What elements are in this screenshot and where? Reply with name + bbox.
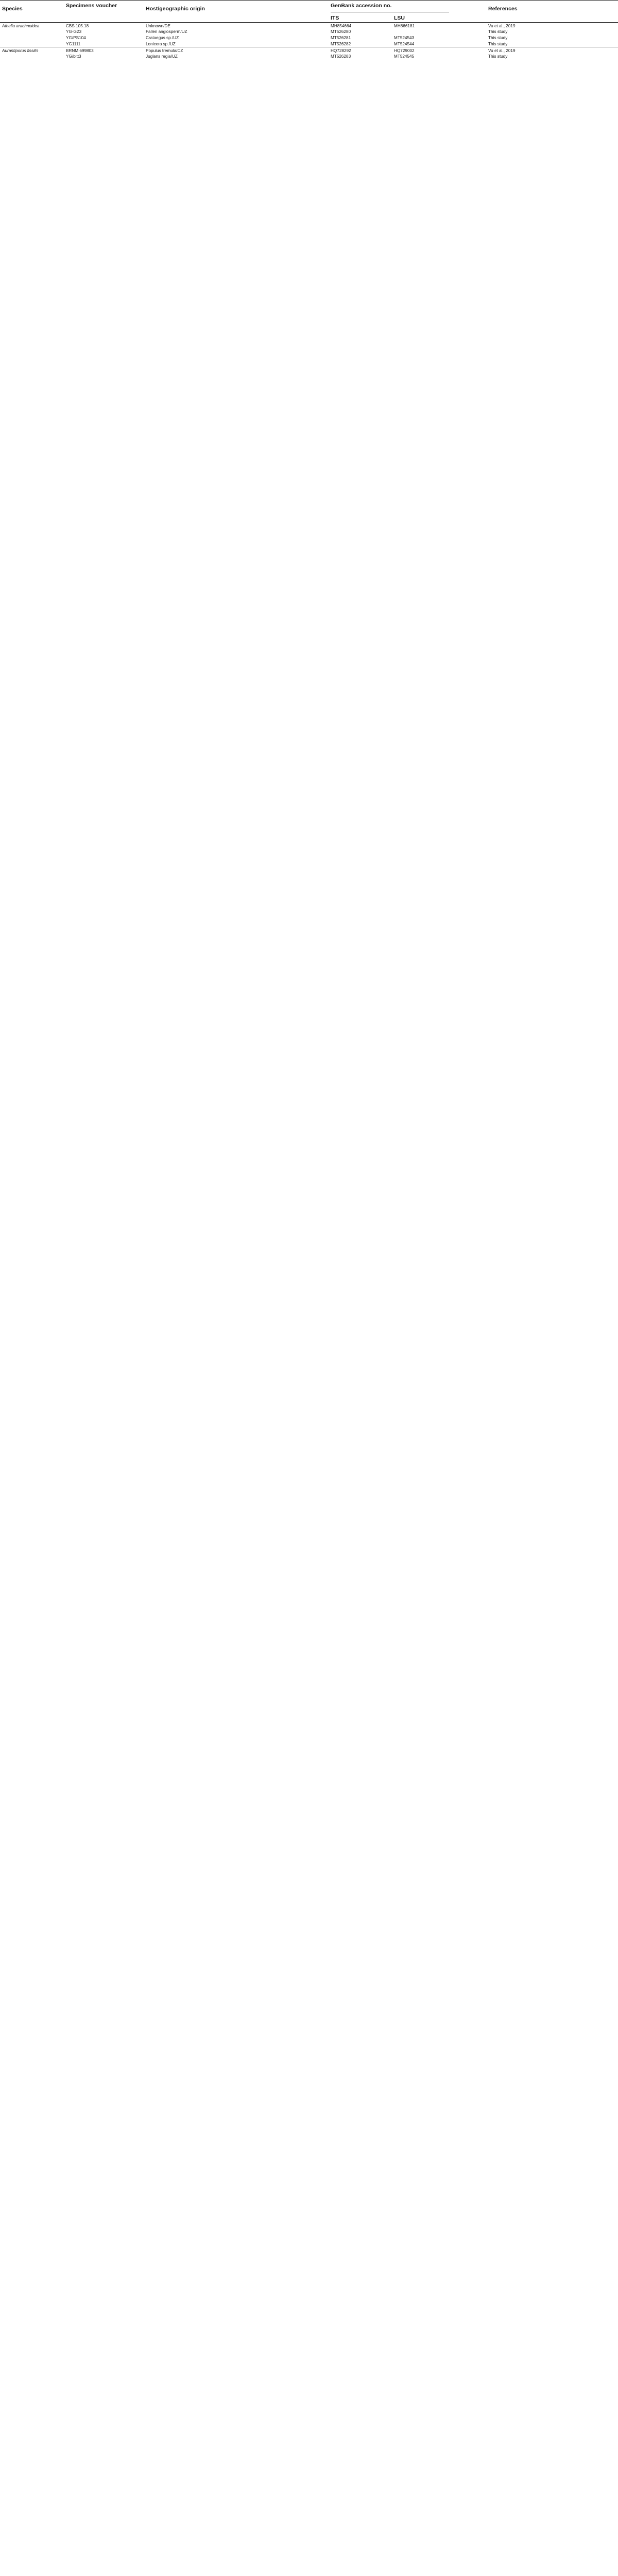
voucher-cell: YG/PS104 <box>66 36 86 41</box>
reference-cell: This study <box>488 54 508 59</box>
header-its: ITS <box>331 15 339 21</box>
host-cell: Unknown/DE <box>146 24 170 28</box>
reference-cell: This study <box>488 42 508 47</box>
voucher-cell: YG-G23 <box>66 29 82 35</box>
header-lsu: LSU <box>394 15 405 21</box>
voucher-cell: CBS 105.18 <box>66 24 89 28</box>
table-header <box>0 0 618 23</box>
its-accession-cell: MT526283 <box>331 54 351 59</box>
its-accession-cell: MT526280 <box>331 29 351 35</box>
header-host: Host/geographic origin <box>146 6 205 12</box>
voucher-cell: BRNM 699803 <box>66 48 94 54</box>
host-cell: Fallen angiosperm/UZ <box>146 29 187 35</box>
table-row <box>0 23 618 29</box>
its-accession-cell: HQ728292 <box>331 48 351 54</box>
header-species: Species <box>2 6 23 12</box>
table-row <box>0 47 618 54</box>
host-cell: Crataegus sp./UZ <box>146 36 179 41</box>
its-accession-cell: MT526281 <box>331 36 351 41</box>
reference-cell: This study <box>488 29 508 35</box>
header-voucher: Specimens voucher <box>66 3 117 9</box>
lsu-accession-cell: HQ729002 <box>394 48 415 54</box>
table-row <box>0 29 618 35</box>
reference-cell: Vu et al., 2019 <box>488 24 516 28</box>
reference-cell: This study <box>488 36 508 41</box>
table-body <box>0 23 618 60</box>
header-references: References <box>488 6 518 12</box>
reference-cell: Vu et al., 2019 <box>488 48 516 54</box>
voucher-cell: YG1111 <box>66 42 81 47</box>
table-row <box>0 41 618 47</box>
species-cell: Athelia arachnoidea <box>2 24 40 28</box>
lsu-accession-cell: MH866181 <box>394 24 415 28</box>
lsu-accession-cell: MT524545 <box>394 54 415 59</box>
host-cell: Juglans regia/UZ <box>146 54 178 59</box>
lsu-accession-cell: MT524543 <box>394 36 415 41</box>
host-cell: Populus tremula/CZ <box>146 48 183 54</box>
its-accession-cell: MH854664 <box>331 24 352 28</box>
voucher-cell: YG/bitt3 <box>66 54 81 59</box>
lsu-accession-cell: MT524544 <box>394 42 415 47</box>
table-row <box>0 54 618 60</box>
header-genbank: GenBank accession no. <box>331 3 392 9</box>
table-row <box>0 35 618 41</box>
species-cell: Aurantiporus fissilis <box>2 48 39 54</box>
its-accession-cell: MT526282 <box>331 42 351 47</box>
host-cell: Lonicera sp./UZ <box>146 42 176 47</box>
